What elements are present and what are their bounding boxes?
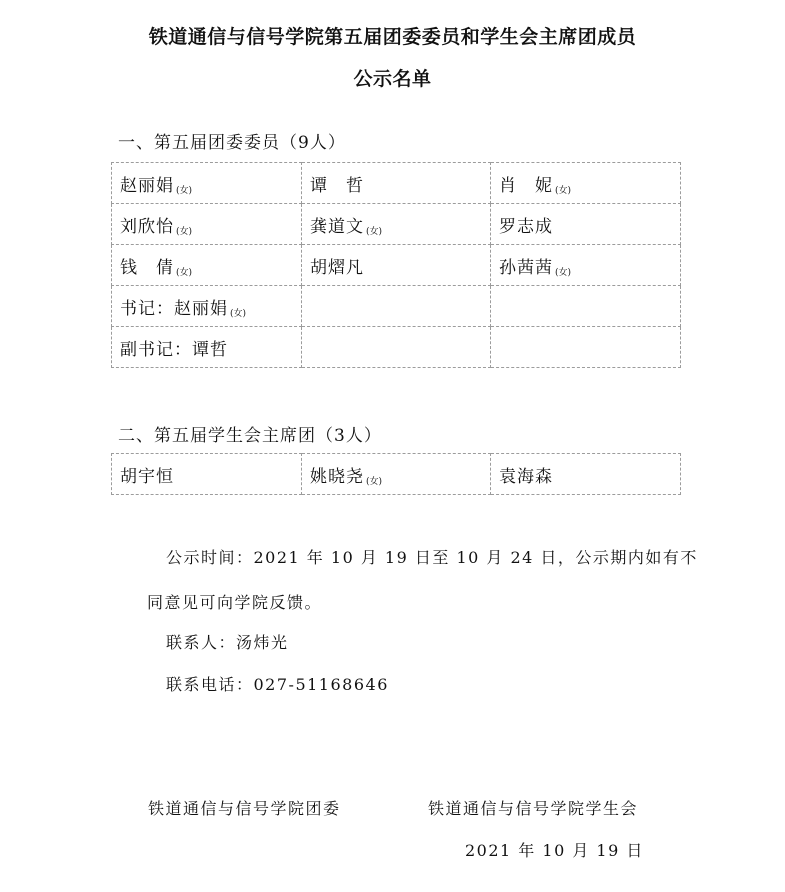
gender-tag: (女) [366, 476, 383, 487]
table-row [112, 286, 681, 327]
league-committee-table [111, 162, 681, 368]
table-cell [302, 204, 491, 245]
gender-tag: (女) [176, 267, 193, 278]
table-cell [112, 454, 302, 495]
signature-league-committee: 铁道通信与信号学院团委 [148, 799, 341, 818]
table-cell [112, 245, 302, 286]
gender-tag: (女) [555, 185, 572, 196]
section-heading-league-committee: 一、第五届团委委员（9人） [118, 133, 346, 153]
signature-date: 2021 年 10 月 19 日 [465, 841, 644, 860]
signature-student-union: 铁道通信与信号学院学生会 [428, 799, 639, 818]
contact-phone: 联系电话：027-51168646 [166, 675, 389, 694]
table-row [112, 163, 681, 204]
notice-period-line1: 公示时间：2021 年 10 月 19 日至 10 月 24 日，公示期内如有不 [166, 548, 698, 567]
student-union-table [111, 453, 681, 495]
table-cell [112, 286, 302, 327]
table-row [112, 245, 681, 286]
gender-tag: (女) [230, 308, 247, 319]
member-name: 刘欣怡 [120, 216, 174, 237]
table-cell [112, 204, 302, 245]
table-row [112, 454, 681, 495]
member-name: 龚道文 [310, 216, 364, 237]
table-cell [302, 245, 491, 286]
table-cell [302, 454, 491, 495]
table-cell [491, 204, 681, 245]
table-cell [491, 327, 681, 368]
member-name: 胡熠凡 [310, 257, 364, 278]
gender-tag: (女) [176, 226, 193, 237]
table-cell [491, 454, 681, 495]
member-name: 胡宇恒 [120, 466, 174, 487]
gender-tag: (女) [176, 185, 193, 196]
document-subtitle: 公示名单 [353, 68, 432, 90]
table-cell [491, 245, 681, 286]
member-name: 肖 妮 [499, 175, 553, 196]
notice-period-line2: 同意见可向学院反馈。 [147, 593, 323, 612]
gender-tag: (女) [555, 267, 572, 278]
member-name: 姚晓尧 [310, 466, 364, 487]
member-name: 孙茜茜 [499, 257, 553, 278]
member-name: 谭 哲 [310, 175, 364, 196]
table-cell [112, 163, 302, 204]
table-cell [112, 327, 302, 368]
table-cell [302, 163, 491, 204]
document-title: 铁道通信与信号学院第五届团委委员和学生会主席团成员 [148, 26, 637, 48]
member-name: 袁海森 [499, 466, 553, 487]
table-cell [302, 286, 491, 327]
member-name: 副书记：谭哲 [120, 339, 228, 360]
table-cell [302, 327, 491, 368]
member-name: 罗志成 [499, 216, 553, 237]
member-name: 赵丽娟 [120, 175, 174, 196]
contact-person: 联系人：汤炜光 [166, 633, 289, 652]
table-row [112, 204, 681, 245]
member-name: 钱 倩 [120, 257, 174, 278]
section-heading-student-union: 二、第五届学生会主席团（3人） [118, 426, 382, 446]
table-cell [491, 286, 681, 327]
table-cell [491, 163, 681, 204]
member-name: 书记：赵丽娟 [120, 298, 228, 319]
table-row [112, 327, 681, 368]
gender-tag: (女) [366, 226, 383, 237]
